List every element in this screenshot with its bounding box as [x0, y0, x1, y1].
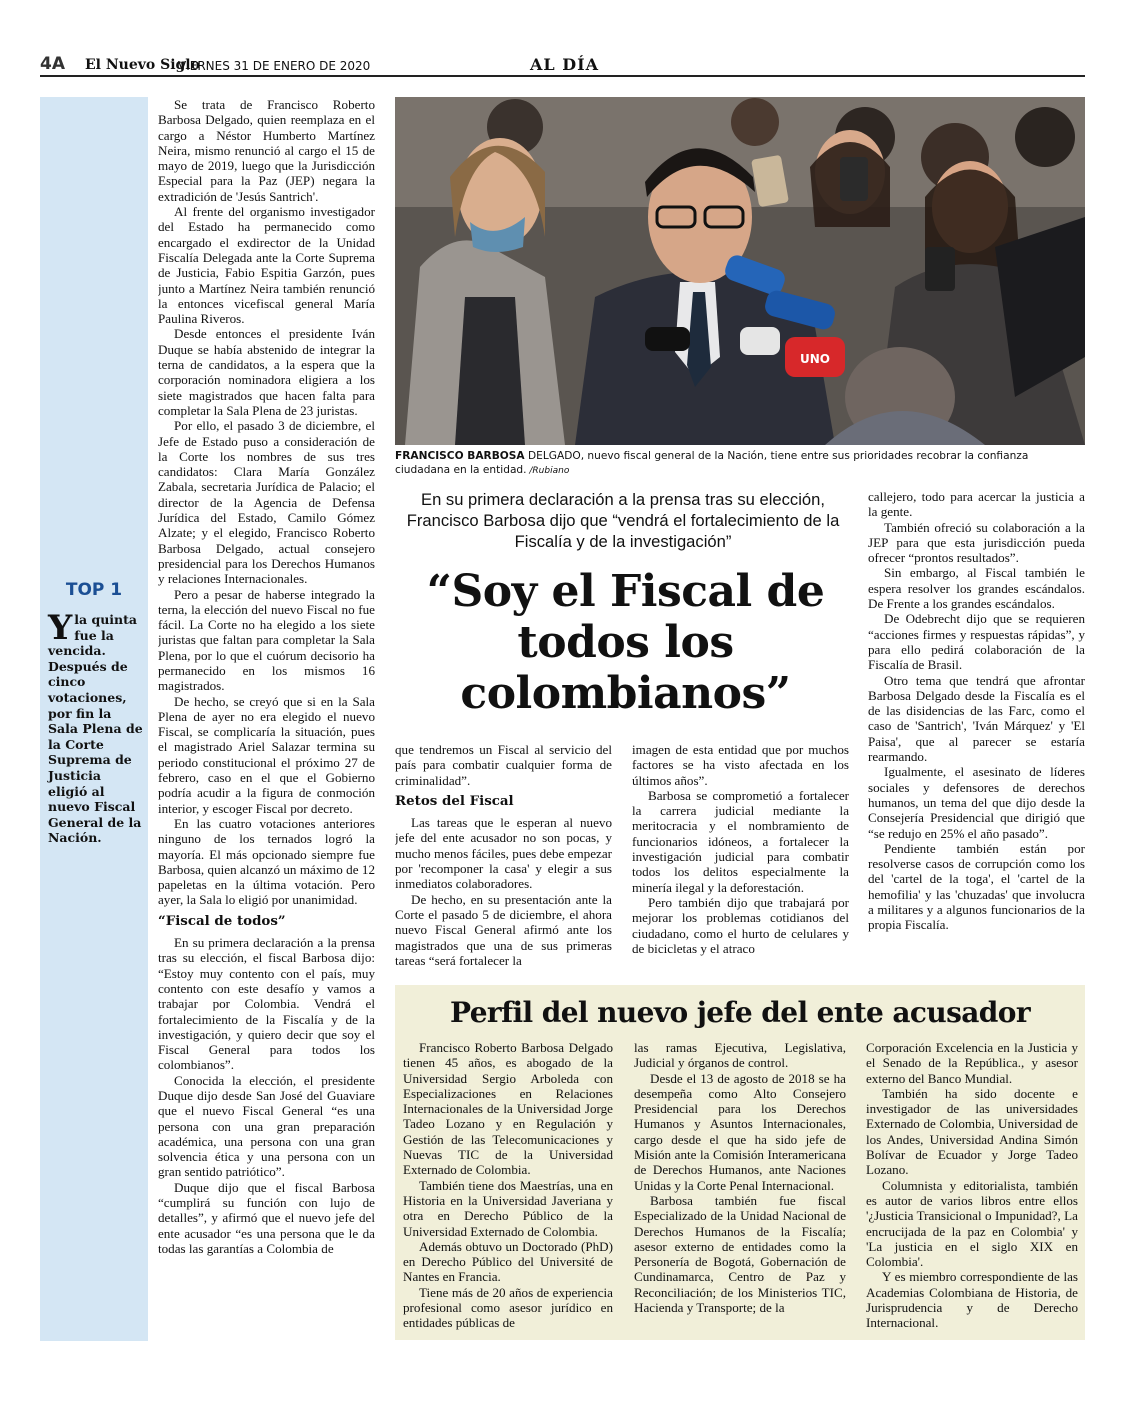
profile-title: Perfil del nuevo jefe del ente acusador — [450, 996, 1030, 1029]
paragraph: Desde el 13 de agosto de 2018 se ha desempeña como Alto Consejero Presidencial para los Derechos Humanos y Asuntos Internacionales, cargo desde el que ha sido jefe de Misión ante la Comisión Interamericana de Derechos Humanos, ante Naciones Unidas y la Corte Penal Internacional. — [634, 1070, 846, 1193]
paragraph: De hecho, se creyó que si en la Sala Plena de ayer no era elegido el nuevo Fiscal, se complicaría la situación, pues el magistrado Ariel Salazar termina su periodo constitucional el próximo 27 de febrero, caso en el que el Gobierno podría acudir a la figura de conmoción interior, y escoger Fiscal por decreto. — [158, 693, 375, 816]
news-photo — [395, 97, 1085, 445]
paragraph: Se trata de Francisco Roberto Barbosa Delgado, quien reemplaza en el cargo a Néstor Humberto Martínez Neira, mismo renunció al cargo el 15 de mayo de 2019, luego que la Jurisdicción Especial para la Paz (JEP) negara la extradición de 'Jesús Santrich'. — [158, 97, 375, 204]
paragraph: Igualmente, el asesinato de líderes sociales y defensores de derechos humanos, un tema del que dijo desde la Consejería Presidencial que dirigió que “se redujo en 25% el año pasado”. — [868, 764, 1085, 841]
paragraph: las ramas Ejecutiva, Legislativa, Judicial y órganos de control. — [634, 1040, 846, 1071]
header-rule — [40, 75, 1085, 77]
paragraph: Francisco Roberto Barbosa Delgado tienen 45 años, es abogado de la Universidad Sergio Arboleda con Especializaciones en Relaciones Internacionales de la Universidad Jorge Tadeo Lozano y en Regulación y Gestión de las Telecomunicaciones y Nuevas TIC de la Universidad Externado de Colombia. — [403, 1040, 613, 1178]
article-column-3 — [632, 742, 849, 980]
paragraph: Otro tema que tendrá que afrontar Barbosa Delgado desde la Fiscalía es el de las disidencias de las Farc, como el caso de 'Santrich', 'Iván Márquez' y 'El Paisa', que al parecer se estaría rearmando. — [868, 672, 1085, 765]
paragraph: Columnista y editorialista, también es autor de varios libros entre ellos '¿Justicia Transicional o Impunidad?, La encrucijada de la paz en Colombia' y 'La justicia en el siglo XIX en Colombia'. — [866, 1177, 1078, 1270]
sidebar-dropcap: Y — [48, 608, 73, 648]
paragraph: También tiene dos Maestrías, una en Historia en la Universidad Javeriana y otra en Derecho Público de la Universidad Externado de Colombia. — [403, 1177, 613, 1239]
sidebar-summary — [48, 608, 144, 846]
caption-text: DELGADO, nuevo fiscal general de la Nación, tiene entre sus prioridades recobrar la confianza ciudadana en la entidad. — [395, 450, 1029, 476]
paragraph: que tendremos un Fiscal al servicio del país para combatir cualquier forma de criminalidad”. — [395, 742, 612, 788]
paragraph: Barbosa se comprometió a fortalecer la carrera judicial mediante la meritocracia y el nombramiento de funcionarios idóneos, a fortalecer la investigación judicial para combatir todos los delitos especialmente la minería ilegal y la deforestación. — [632, 787, 849, 895]
paragraph: Además obtuvo un Doctorado (PhD) en Derecho Público del Université de Nantes en Francia. — [403, 1238, 613, 1285]
paragraph: Al frente del organismo investigador del Estado ha permanecido como encargado el exdirector de la Unidad Fiscalía Delegada ante la Corte Suprema de Justicia, Fabio Espitia Garzón, pues junto a Martínez Neira también renunció la entonces vicefiscal general María Paulina Riveros. — [158, 204, 375, 327]
paragraph: De Odebrecht dijo que se requieren “acciones firmes y respuestas rápidas”, y para ello pedirá colaboración de la Fiscalía de Brasil. — [868, 611, 1085, 673]
paragraph: imagen de esta entidad que por muchos factores se ha visto afectada en los últimos años”. — [632, 742, 849, 788]
paragraph: También ofreció su colaboración a la JEP para que esta jurisdicción pueda ofrecer “prontos resultados”. — [868, 519, 1085, 566]
paragraph: Conocida la elección, el presidente Duque dijo desde San José del Guaviare que el nuevo Fiscal General “es una persona con una gran preparación académica, una persona con una gran solvencia ética y una persona con un gran sentido patriótico”. — [158, 1072, 375, 1180]
issue-date: VIERNES 31 DE ENERO DE 2020 — [178, 59, 371, 73]
profile-column-1 — [403, 1040, 613, 1340]
subheading-retos: Retos del Fiscal — [395, 792, 514, 809]
paragraph: Sin embargo, al Fiscal también le espera resolver los grandes escándalos. De Frente a los grandes escándalos. — [868, 565, 1085, 612]
profile-column-2 — [634, 1040, 846, 1340]
article-column-1 — [158, 97, 375, 1347]
caption-name: FRANCISCO BARBOSA — [395, 450, 525, 462]
paragraph: callejero, todo para acercar la justicia a la gente. — [868, 489, 1085, 520]
press-scrum-illustration — [395, 97, 1085, 445]
article-column-4 — [868, 489, 1085, 979]
paragraph: Pero a pesar de haberse integrado la terna, la elección del nuevo Fiscal no fue fácil. La Corte no ha elegido a los siete juristas que faltan para completar la Sala Plena, por lo que el cuórum decisorio ha permanecido en los mismos 16 magistrados. — [158, 586, 375, 694]
photo-caption — [395, 449, 1085, 478]
paragraph: Duque dijo que el fiscal Barbosa “cumplirá su función con lujo de detalles”, y afirmó que el nuevo jefe del ente acusador “es una persona que le da todas las garantías a Colombia de — [158, 1179, 375, 1256]
paragraph: En las cuatro votaciones anteriores ninguno de los ternados logró la mayoría. El más opcionado siempre fue Barbosa, quien alcanzó un máximo de 12 papeletas en la última votación. Pero ayer, la Sala lo eligió por unanimidad. — [158, 815, 375, 908]
paragraph: De hecho, en su presentación ante la Corte el pasado 5 de diciembre, el ahora nuevo Fiscal General afirmó ante los magistrados que una de sus primeras tareas “será fortalecer la — [395, 891, 612, 968]
paragraph: También ha sido docente e investigador de las universidades Externado de Colombia, Universidad de los Andes, Universidad Andina Simón Bolívar de Ecuador y Jorge Tadeo Lozano. — [866, 1085, 1078, 1178]
paragraph: Por ello, el pasado 3 de diciembre, el Jefe de Estado puso a consideración de la Corte los nombres de sus tres candidatos: Clara María González Zabala, secretaria Jurídica de Palacio; el director de la Agencia de Defensa Jurídica del Estado, Camilo Gómez Alzate; y el elegido, Francisco Roberto Barbosa Delgado, actual consejero presidencial para los Derechos Humanos y relaciones Internacionales. — [158, 418, 375, 587]
article-column-2 — [395, 742, 612, 980]
paragraph: Corporación Excelencia en la Justicia y el Senado de la República., y asesor externo del Banco Mundial. — [866, 1040, 1078, 1086]
sidebar-text: la quinta fue la vencida. Después de cinco votaciones, por fin la Sala Plena de la Corte Suprema de Justicia eligió al nuevo Fiscal General de la Nación. — [48, 612, 143, 846]
paragraph: Desde entonces el presidente Iván Duque se había abstenido de integrar la terna de candidatos, a la espera que la corporación nominadora eligiera a los siete magistrados que hacen falta para completar la Sala Plena de 23 juristas. — [158, 326, 375, 418]
photo-credit: /Rubiano — [526, 466, 570, 476]
page-number: 4A — [40, 54, 65, 74]
subheading-fiscal-de-todos: “Fiscal de todos” — [158, 912, 286, 929]
paragraph: Pero también dijo que trabajará por mejorar los problemas cotidianos del ciudadano, como el hurto de celulares y de bicicletas y el atraco — [632, 894, 849, 956]
mic-label-text: UNO — [800, 352, 830, 366]
paragraph: Y es miembro correspondiente de las Academias Colombiana de Historia, de Jurisprudencia y de Derecho Internacional. — [866, 1269, 1078, 1331]
newspaper-name: El Nuevo Siglo — [85, 57, 200, 73]
paragraph: En su primera declaración a la prensa tras su elección, el fiscal Barbosa dijo: “Estoy muy contento con el país, muy contento con este desafío y vamos a trabajar por Colombia. Vendrá el fortalecimiento de la Fiscalía y de la investigación, y quiero decir que soy el Fiscal General para todos los colombianos”. — [158, 935, 375, 1073]
sidebar-label: TOP 1 — [65, 580, 123, 600]
paragraph: Pendiente también están por resolverse casos de corrupción como los del 'cartel de la toga', el 'cartel de la hemofilia' y las 'chuzadas' que involucra a militares y a algunos funcionarios de la propia Fiscalía. — [868, 840, 1085, 933]
article-headline: “Soy el Fiscal de todos los colombianos” — [426, 566, 825, 719]
article-deck: En su primera declaración a la prensa tras su elección, Francisco Barbosa dijo que “vendrá el fortalecimiento de la Fiscalía y de la investigación” — [406, 490, 840, 551]
section-name: AL DÍA — [530, 55, 600, 74]
paragraph: Las tareas que le esperan al nuevo jefe del ente acusador no son pocas, y mucho menos fáciles, pues debe empezar por 'recomponer la casa' y elegir a sus inmediatos colaboradores. — [395, 815, 612, 892]
profile-column-3 — [866, 1040, 1078, 1340]
paragraph: Tiene más de 20 años de experiencia profesional como asesor jurídico en entidades públicas de — [403, 1284, 613, 1331]
paragraph: Barbosa también fue fiscal Especializado de la Unidad Nacional de Derechos Humanos de la Fiscalía; asesor externo de entidades como la Personería de Bogotá, Gobernación de Cundinamarca, Centro de Paz y Reconciliación; de los Ministerios TIC, Hacienda y Transporte; de la — [634, 1192, 846, 1316]
